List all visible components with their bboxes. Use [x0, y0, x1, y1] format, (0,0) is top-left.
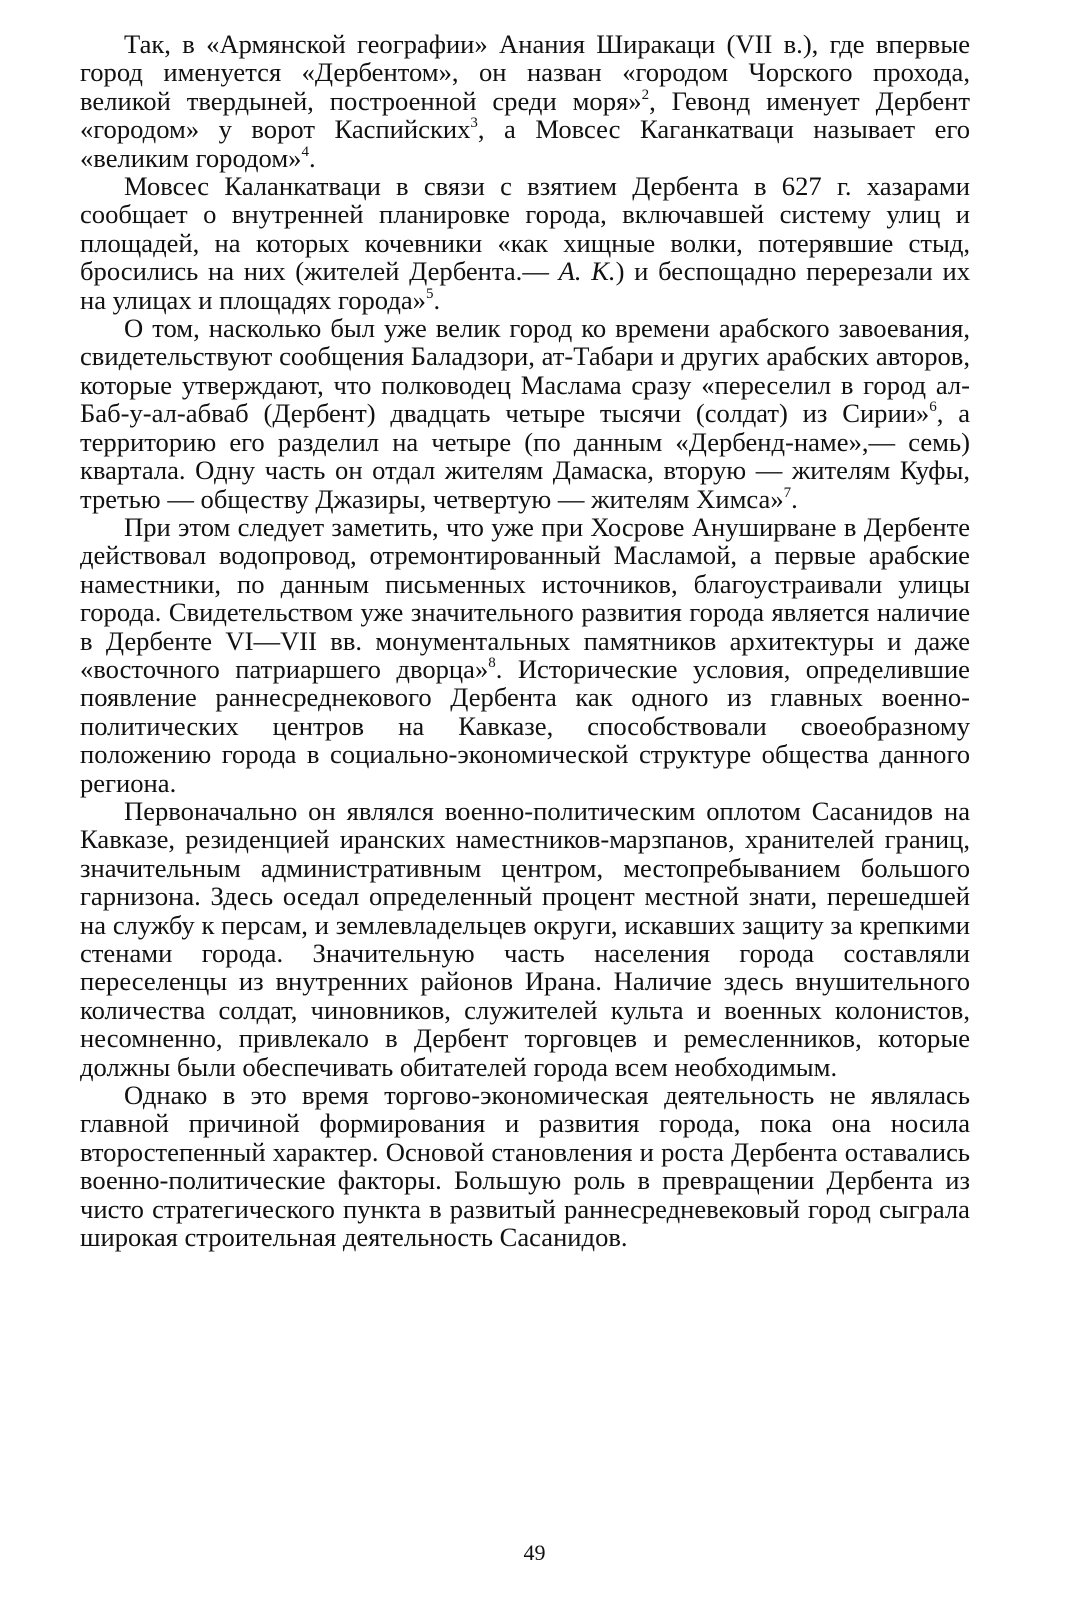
page-number: 49 [523, 1540, 546, 1565]
footnote-ref: 3 [470, 115, 478, 132]
text-run: О том, насколько был уже велик город ко времени арабского завоевания, свидетельствуют сообщения Баладзори, ат-Табари и других арабских авторов, которые утверждают, что полководец Маслама сразу «переселил в город ал-Баб-у-ал-абваб (Дербент) двадцать четыре тысячи (солдат) из Сирии» [80, 313, 970, 429]
text-run: . [308, 142, 316, 173]
footnote-ref: 6 [929, 399, 937, 416]
author-initials: А. К. [558, 256, 616, 287]
page-body [80, 30, 970, 1251]
footnote-ref: 7 [783, 484, 792, 501]
paragraph-3 [80, 314, 970, 513]
text-run: , а Мовсес Каганкатваци называет его «великим городом» [80, 114, 970, 173]
text-run: . [791, 483, 798, 514]
paragraph-4 [80, 513, 970, 797]
footnote-ref: 8 [488, 654, 496, 671]
text-run: . [433, 284, 441, 315]
text-run: ) и беспощадно перерезали их на улицах и площадях города» [80, 256, 971, 315]
paragraph-2 [80, 172, 970, 314]
footnote-ref: 4 [301, 143, 309, 160]
text-run: Так, в «Армянской географии» Анания Ширакаци (VII в.), где впервые город именуется «Дербентом», он назван «городом Чорского прохода, великой твердыней, построенной среди моря» [80, 29, 970, 116]
footnote-ref: 5 [425, 285, 434, 302]
text-run: Первоначально он являлся военно-политическим оплотом Сасанидов на Кавказе, резиденцией иранских наместников-марзпанов, хранителей границ, значительным административным центром, местопребыванием большого гарнизона. Здесь оседал определенный процент местной знати, перешедшей на службу к персам, и землевладельцев округи, искавших защиту за крепкими стенами города. Значительную часть населения города составляли переселенцы из внутренних районов Ирана. Наличие здесь внушительного количества солдат, чиновников, служителей культа и военных колонистов, несомненно, привлекало в Дербент торговцев и ремесленников, которые должны были обеспечивать обитателей города всем необходимым. [80, 795, 970, 1082]
paragraph-6 [80, 1081, 970, 1251]
paragraph-5 [80, 797, 970, 1081]
footnote-ref: 2 [641, 86, 650, 103]
text-run: При этом следует заметить, что уже при Хосрове Ануширване в Дербенте действовал водопровод, отремонтированный Масламой, а первые арабские наместники, по данным письменных источников, благоустраивали улицы города. Свидетельством уже значительного развития города является наличие в Дербенте VI—VII вв. монументальных памятников архитектуры и даже «восточного патриаршего дворца» [80, 511, 970, 684]
paragraph-1 [80, 30, 970, 172]
text-run: , Гевонд именует Дербент «городом» у ворот Каспийских [80, 85, 970, 145]
text-run: Мовсес Каланкатваци в связи с взятием Дербента в 627 г. хазарами сообщает о внутренней планировке города, включавшей систему улиц и площадей, на которых кочевники «как хищные волки, потерявшие стыд, бросились на них (жителей Дербента.— [80, 171, 970, 287]
text-run: , а территорию его разделил на четыре (по данным «Дербенд-наме»,— семь) квартала. Одну часть он отдал жителям Дамаска, вторую — жителям Куфы, третью — обществу Джазиры, четвертую — жителям Химса» [80, 398, 970, 514]
text-run: . Исторические условия, определившие появление раннесреднекового Дербента как одного из главных военно-политических центров на Кавказе, способствовали своеобразному положению города в социально-экономической структуре общества данного региона. [80, 653, 970, 798]
text-run: Однако в это время торгово-экономическая деятельность не являлась главной причиной формирования и развития города, пока она носила второстепенный характер. Основой становления и роста Дербента оставались военно-политические факторы. Большую роль в превращении Дербента из чисто стратегического пункта в развитый раннесредневековый город сыграла широкая строительная деятельность Сасанидов. [80, 1080, 970, 1253]
